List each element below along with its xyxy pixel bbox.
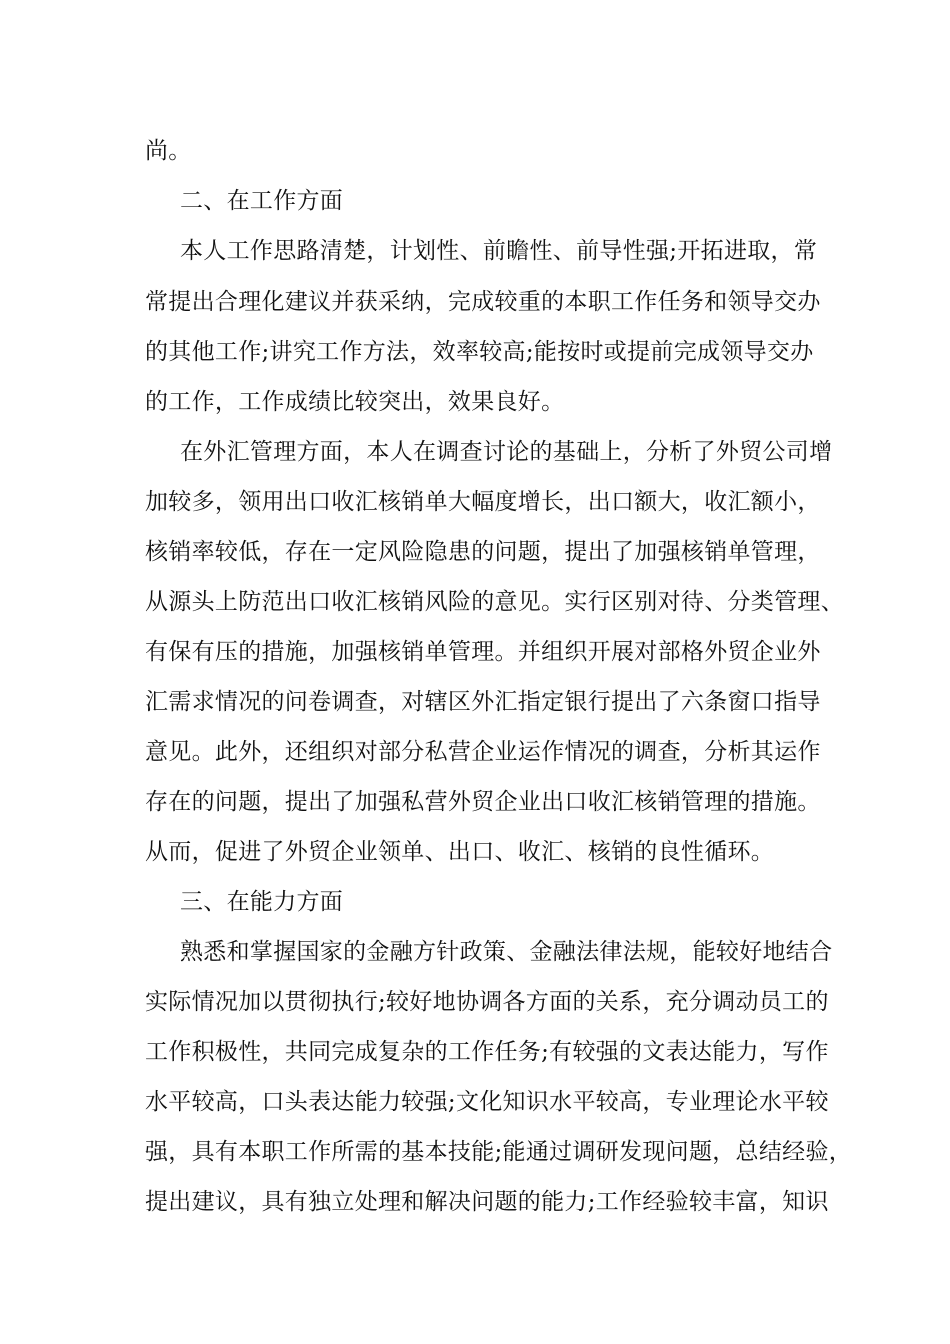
text-line: 提出建议，具有独立处理和解决问题的能力;工作经验较丰富，知识: [145, 1189, 829, 1215]
text-line: 的工作，工作成绩比较突出，效果良好。: [145, 389, 565, 415]
text-line: 常提出合理化建议并获采纳，完成较重的本职工作任务和领导交办: [145, 289, 821, 315]
text-line: 实际情况加以贯彻执行;较好地协调各方面的关系，充分调动员工的: [145, 989, 829, 1015]
section-heading: 二、在工作方面: [180, 188, 344, 214]
text-line: 强，具有本职工作所需的基本技能;能通过调研发现问题，总结经验，: [145, 1139, 853, 1165]
text-line: 本人工作思路清楚，计划性、前瞻性、前导性强;开拓进取，常: [180, 238, 818, 264]
section-heading: 三、在能力方面: [180, 889, 344, 915]
text-line: 尚。: [145, 138, 192, 164]
text-line: 工作积极性，共同完成复杂的工作任务;有较强的文表达能力，写作: [145, 1039, 829, 1065]
text-line: 熟悉和掌握国家的金融方针政策、金融法律法规，能较好地结合: [180, 939, 833, 965]
text-line: 的其他工作;讲究工作方法，效率较高;能按时或提前完成领导交办: [145, 339, 814, 365]
text-line: 从而，促进了外贸企业领单、出口、收汇、核销的良性循环。: [145, 839, 775, 865]
text-line: 汇需求情况的问卷调查，对辖区外汇指定银行提出了六条窗口指导: [145, 689, 821, 715]
text-line: 有保有压的措施，加强核销单管理。并组织开展对部格外贸企业外: [145, 639, 821, 665]
text-line: 意见。此外，还组织对部分私营企业运作情况的调查，分析其运作: [145, 739, 821, 765]
text-line: 在外汇管理方面，本人在调查讨论的基础上，分析了外贸公司增: [180, 439, 833, 465]
text-line: 从源头上防范出口收汇核销风险的意见。实行区别对待、分类管理、: [145, 589, 844, 615]
text-line: 水平较高，口头表达能力较强;文化知识水平较高，专业理论水平较: [145, 1089, 829, 1115]
text-line: 加较多，领用出口收汇核销单大幅度增长，出口额大，收汇额小，: [145, 489, 821, 515]
text-line: 存在的问题，提出了加强私营外贸企业出口收汇核销管理的措施。: [145, 789, 821, 815]
text-line: 核销率较低，存在一定风险隐患的问题，提出了加强核销单管理，: [145, 539, 821, 565]
